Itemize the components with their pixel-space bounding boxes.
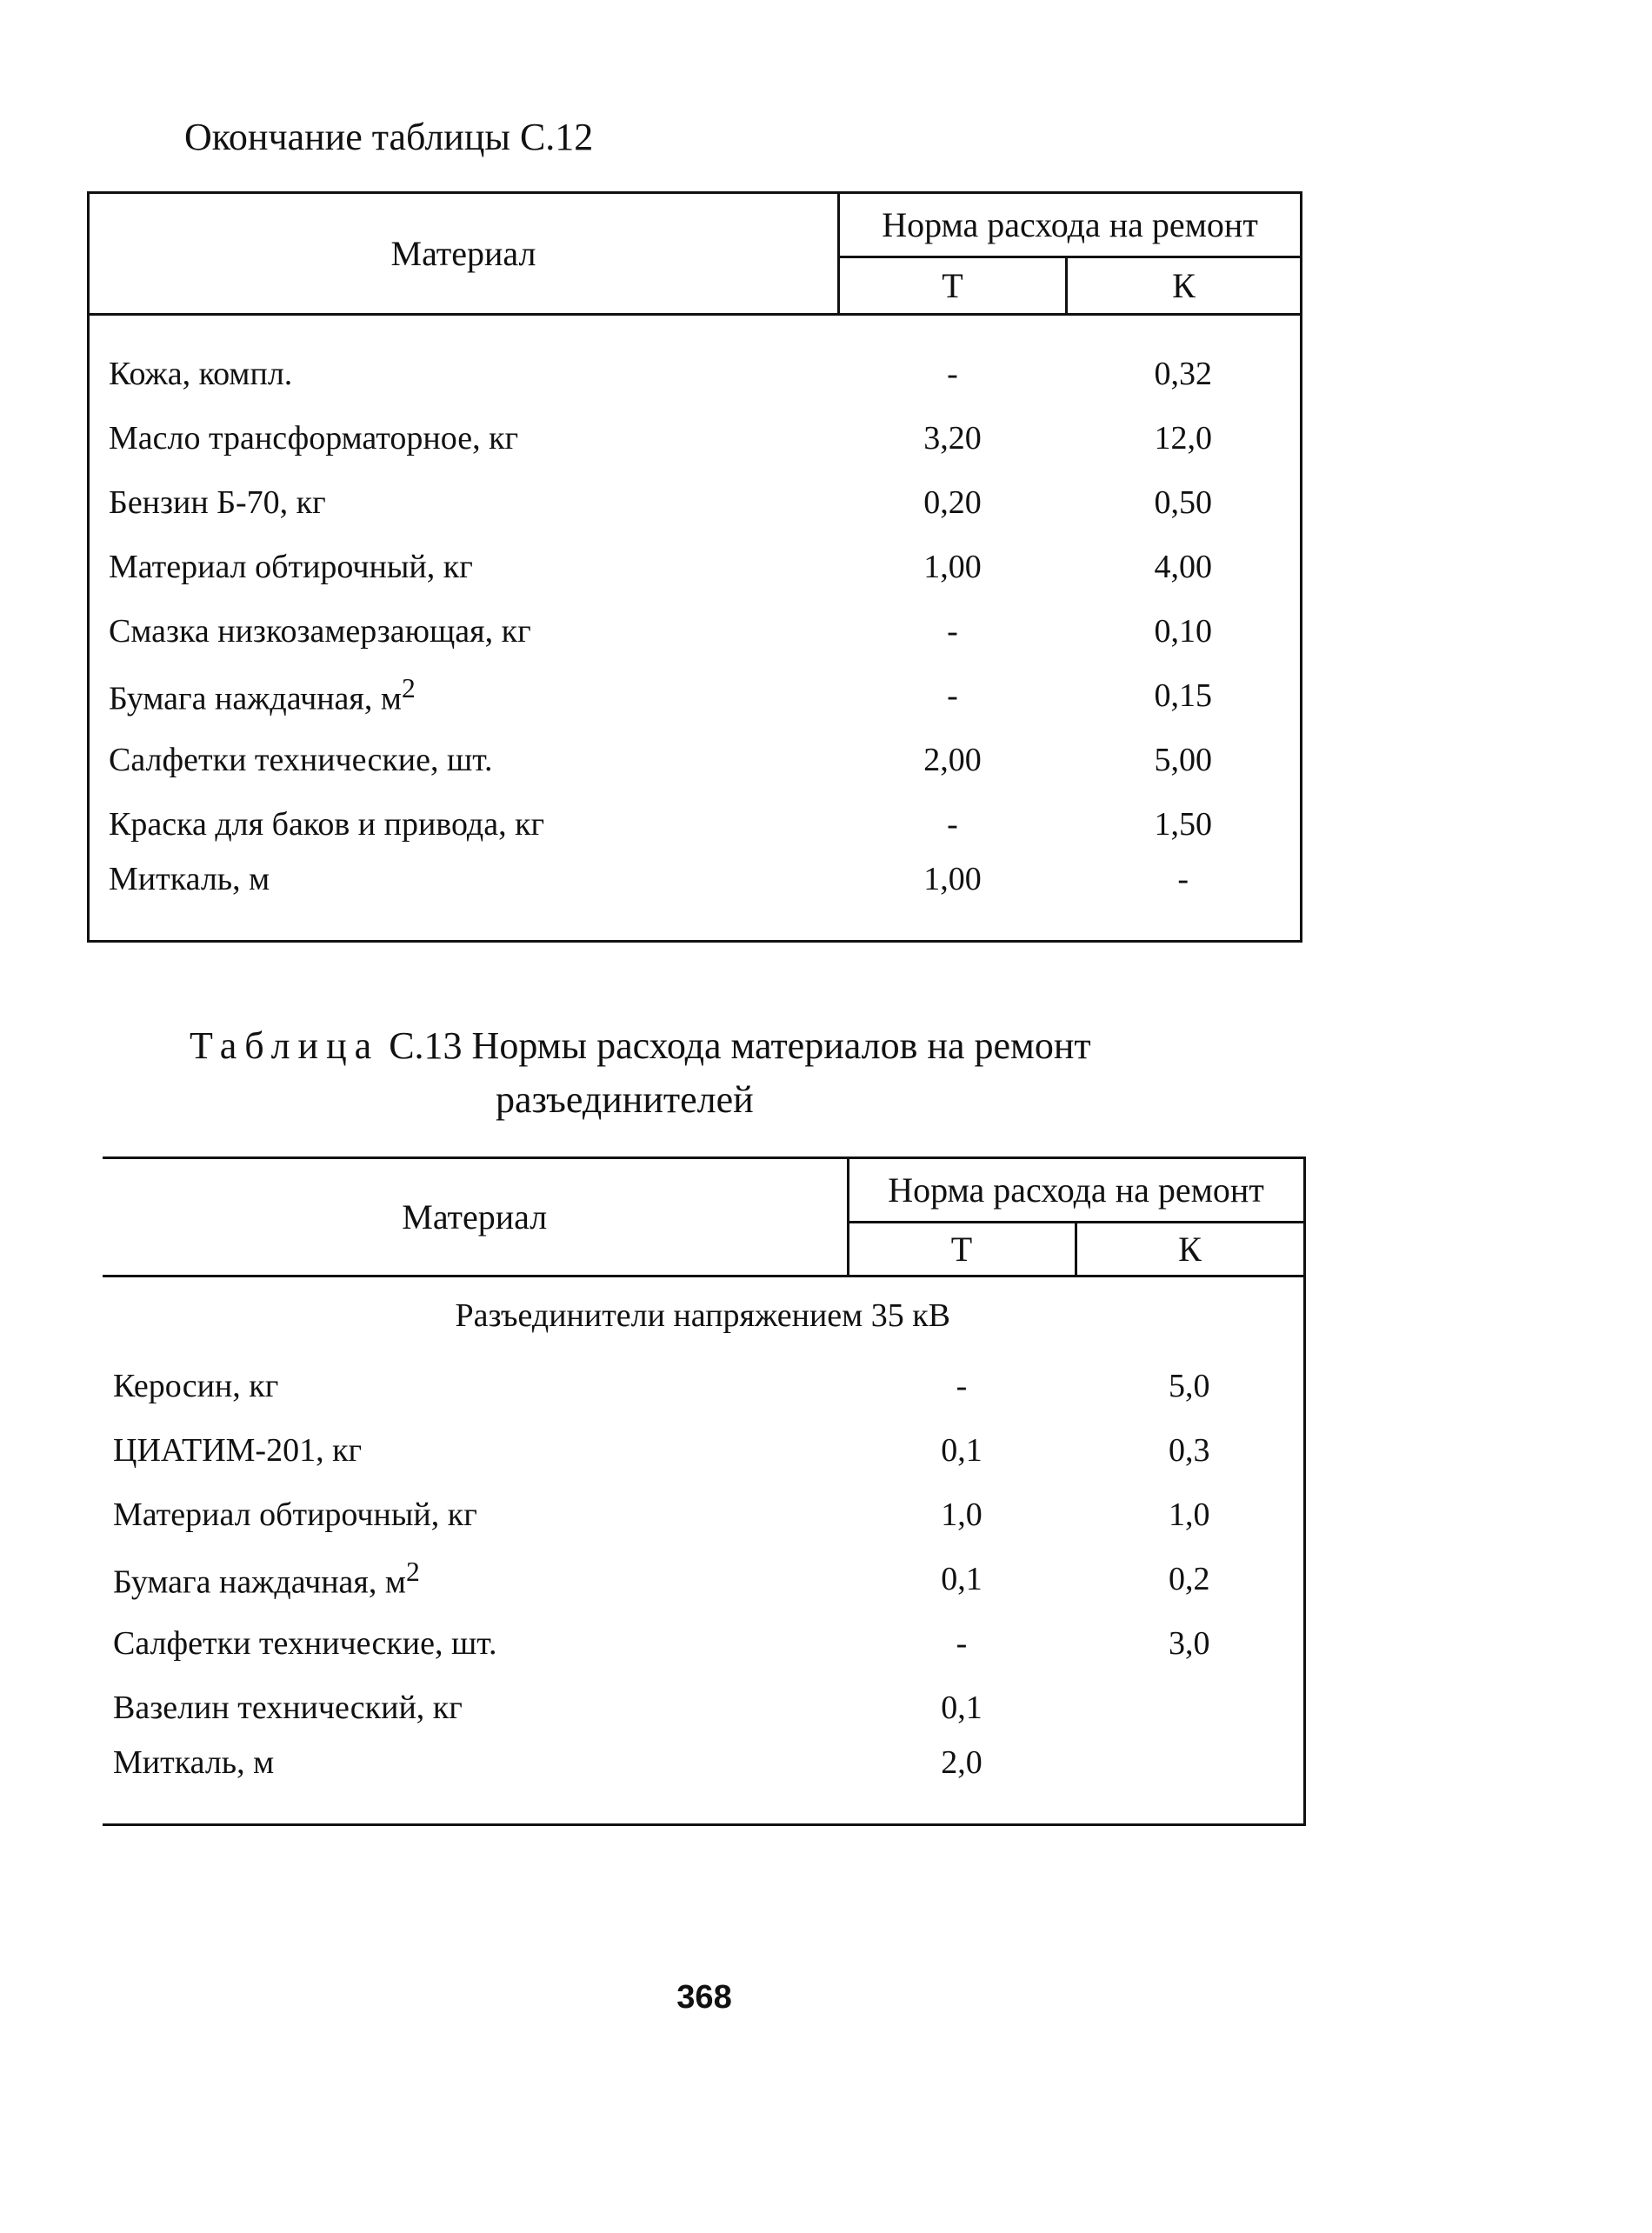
row-value-k: 0,50: [1154, 484, 1212, 521]
row-material-text: Бумага наждачная, м: [109, 680, 402, 717]
table-c12: [87, 191, 1302, 943]
row-value-k: [1076, 1740, 1304, 1825]
table-row: [89, 470, 1302, 535]
table-row: [103, 1483, 1304, 1547]
table-row: [89, 599, 1302, 663]
row-value-k: 12,0: [1154, 420, 1212, 457]
row-material: Бензин Б-70, кг: [109, 484, 326, 521]
row-value-k: 1,0: [1169, 1496, 1210, 1533]
row-material: Материал обтирочный, кг: [109, 549, 473, 585]
table-row: [89, 663, 1302, 728]
row-value-t: 0,1: [941, 1561, 983, 1597]
column-header-norm: Норма расхода на ремонт: [848, 1158, 1304, 1223]
row-value-k: 0,15: [1154, 677, 1212, 714]
row-value-t: -: [956, 1368, 968, 1404]
row-value-t: 0,1: [941, 1432, 983, 1469]
table-row: [103, 1676, 1304, 1740]
row-value-t: -: [947, 356, 958, 392]
table-row: [89, 342, 1302, 406]
row-value-k: -: [1177, 861, 1189, 897]
row-material: Миткаль, м: [113, 1744, 275, 1781]
row-material: Краска для баков и привода, кг: [109, 806, 545, 843]
row-value-k: 5,00: [1154, 742, 1212, 778]
row-material-text: Бумага наждачная, м: [113, 1563, 406, 1601]
table12-caption: Окончание таблицы С.12: [184, 116, 594, 158]
row-value-t: 2,0: [941, 1744, 983, 1781]
table-row: [103, 1547, 1304, 1611]
column-header-k: К: [1067, 257, 1302, 315]
row-value-k: [1076, 1676, 1304, 1740]
table-row: [89, 406, 1302, 470]
row-value-k: 0,2: [1169, 1561, 1210, 1597]
row-value-t: 0,20: [923, 484, 982, 521]
row-value-t: 2,00: [923, 742, 982, 778]
row-material: Вазелин технический, кг: [113, 1690, 463, 1726]
table12-body: [89, 315, 1302, 942]
section-heading: Разъединители напряжением 35 кВ: [455, 1297, 951, 1334]
row-value-k: 5,0: [1169, 1368, 1210, 1404]
table13-caption-title-line1: Нормы расхода материалов на ремонт: [471, 1024, 1091, 1067]
row-material: Масло трансформаторное, кг: [109, 420, 519, 457]
row-value-t: 1,0: [941, 1496, 983, 1533]
row-material: ЦИАТИМ-201, кг: [113, 1432, 363, 1469]
row-value-t: -: [956, 1625, 968, 1662]
table-row: [103, 1418, 1304, 1483]
table-row: [89, 728, 1302, 792]
row-value-t: 0,1: [941, 1690, 983, 1726]
table-row: [103, 1611, 1304, 1676]
row-material: Миткаль, м: [109, 861, 270, 897]
row-value-k: 3,0: [1169, 1625, 1210, 1662]
table13-caption-number: С.13: [389, 1024, 463, 1067]
table-row: [103, 1740, 1304, 1825]
table13-caption: [190, 1019, 1233, 1127]
column-header-material: Материал: [103, 1158, 848, 1276]
page-number: 368: [676, 1979, 732, 2016]
row-material: Смазка низкозамерзающая, кг: [109, 613, 531, 650]
row-material: Салфетки технические, шт.: [113, 1625, 497, 1662]
row-value-t: -: [947, 613, 958, 650]
unit-superscript: 2: [405, 1556, 420, 1588]
row-value-t: -: [947, 677, 958, 714]
table-row: [89, 857, 1302, 942]
row-material: Керосин, кг: [113, 1368, 279, 1404]
table13-caption-title-line2: разъединителей: [496, 1078, 754, 1121]
row-value-t: 1,00: [923, 861, 982, 897]
row-material: [103, 1547, 848, 1611]
table-c13: [103, 1156, 1306, 1826]
table-row: [89, 792, 1302, 857]
row-material: Материал обтирочный, кг: [113, 1496, 477, 1533]
row-value-k: 4,00: [1154, 549, 1212, 585]
column-header-t: Т: [839, 257, 1067, 315]
row-value-k: 0,3: [1169, 1432, 1210, 1469]
column-header-k: К: [1076, 1223, 1304, 1276]
row-value-t: 1,00: [923, 549, 982, 585]
table13-caption-prefix: Таблица: [190, 1024, 380, 1067]
column-header-norm: Норма расхода на ремонт: [839, 193, 1302, 257]
column-header-material: Материал: [89, 193, 839, 315]
row-material: Салфетки технические, шт.: [109, 742, 493, 778]
column-header-t: Т: [848, 1223, 1076, 1276]
unit-superscript: 2: [401, 673, 416, 704]
row-value-t: 3,20: [923, 420, 982, 457]
row-value-t: -: [947, 806, 958, 843]
table-row: [103, 1354, 1304, 1418]
row-material: [89, 663, 839, 728]
table-row: [89, 535, 1302, 599]
row-value-k: 0,32: [1154, 356, 1212, 392]
row-material: Кожа, компл.: [109, 356, 293, 392]
row-value-k: 0,10: [1154, 613, 1212, 650]
table13-body: [103, 1276, 1304, 1825]
row-value-k: 1,50: [1154, 806, 1212, 843]
